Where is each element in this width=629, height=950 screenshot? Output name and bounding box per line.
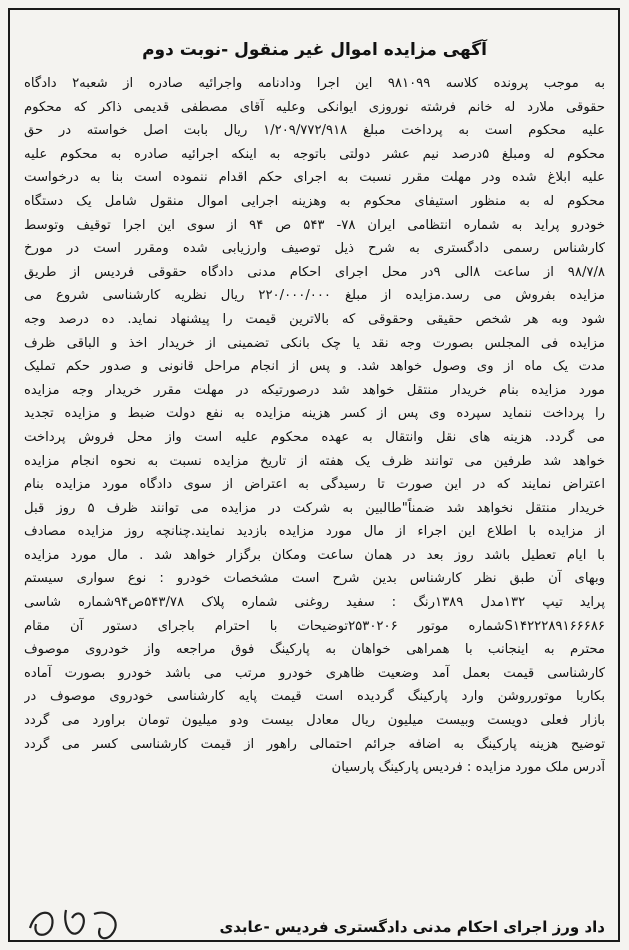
notice-line: از مزایده با اطلاع این اجراء از مال مورد مزایده بازدید نمایند.چنانچه روز مزایده مصادف bbox=[24, 524, 605, 540]
handwritten-mark bbox=[22, 898, 132, 946]
notice-line: علیه محکوم است به پرداخت مبلغ ۱/۲۰۹/۷۷۲/۹۱۸ ریال بابت اصل خواسته در حق bbox=[24, 123, 605, 139]
notice-line: آدرس ملک مورد مزایده : فردیس پارکینگ پارسیان bbox=[331, 760, 605, 776]
notice-line: کارشناس رسمی دادگستری به شرح ذیل توصیف وارزیابی شده ومقرر است در مورخ bbox=[24, 241, 605, 257]
notice-line: به موجب پرونده کلاسه ۹۸۱۰۹۹ این اجرا ودادنامه واجرائیه صادره از شعبه۲ دادگاه bbox=[24, 76, 605, 91]
notice-line: محترم به اینجانب با همراهی خواهان به پارکینگ فوق مراجعه واز خودروی موصوف bbox=[24, 642, 605, 658]
notice-line: بازار فعلی دویست وبیست میلیون ریال معادل بیست ودو میلیون تومان براورد می گردد bbox=[24, 713, 605, 729]
notice-line: خریدار منتقل نخواهد شد ضمناً"طالبین به شرکت در مزایده می توانند ظرف ۵ روز قبل bbox=[24, 500, 605, 516]
notice-line: خواهد شد طرفین می توانند ظرف یک هفته از تاریخ مزایده نسبت به نحوه انجام مزایده bbox=[24, 453, 605, 469]
notice-body bbox=[24, 72, 605, 780]
notice-line: مدت یک ماه از وی وصول خواهد شد. و پس از انجام مراحل قانونی و صدور حکم تملیک bbox=[24, 359, 605, 375]
notice-line: علیه ابلاغ شده ودر مهلت مقرر نسبت به اجرای حکم اقدام ننموده است بنا به درخواست bbox=[24, 170, 605, 186]
notice-line: خودرو پراید به شماره انتظامی ایران ۷۸- ۵۴۳ ص ۹۴ از سوی این اجرا توقیف وتوسط bbox=[24, 217, 605, 233]
notice-line: S۱۴۲۲۲۸۹۱۶۶۶۸۶شماره موتور ۲۵۳۰۲۰۶توضیحات با احترام باجرای دستور آن مقام bbox=[24, 618, 605, 634]
notice-line: کارشناسی قیمت بعمل آمد وضعیت ظاهری خودرو مرتب می باشد خودرو بصورت آماده bbox=[24, 665, 605, 681]
notice-line: ۹۸/۷/۸ از ساعت ۸الی ۹در محل اجرای احکام مدنی دادگاه حقوقی فردیس از طریق bbox=[24, 264, 605, 280]
notice-line: اعتراض نمایند که در این صورت تا رسیدگی به اعتراض از سوی دادگاه مورد مزایده بنام bbox=[24, 477, 605, 493]
notice-line: محکوم له ومبلغ ۵درصد نیم عشر دولتی باتوجه به اینکه اجرائیه صادره به محکوم علیه bbox=[24, 146, 605, 162]
notice-line: توضیح هزینه پارکینگ به اضافه جرائم احتمالی راهور از قیمت کارشناسی کسر می گردد bbox=[24, 736, 605, 752]
notice-line: شود وبه هر شخص حقیقی وحقوقی که بالاترین قیمت را پیشنهاد نماید. ده درصد وجه bbox=[24, 311, 605, 327]
notice-signature: داد ورز اجرای احکام مدنی دادگستری فردیس -عابدی bbox=[219, 918, 605, 936]
notice-line: مزایده بفروش می رسد.مزایده از مبلغ ۲۲۰/۰۰۰/۰۰۰ ریال نظریه کارشناسی شروع می bbox=[24, 288, 605, 304]
notice-line: با ایام تعطیل باشد روز بعد در همان ساعت ومکان برگزار خواهد شد . مال مورد مزایده bbox=[24, 547, 605, 563]
notice-line: بکاربا موتورروشن وارد پارکینگ گردیده است قیمت پایه کارشناسی خودروی موصوف در bbox=[24, 689, 605, 705]
notice-line: می گردد. هزینه های نقل وانتقال به عهده محکوم علیه است واز محل فروش پرداخت bbox=[24, 429, 605, 445]
notice-line: وبهای آن طبق نظر کارشناس بدین شرح است مشخصات خودرو : نوع سواری سیستم bbox=[24, 571, 605, 587]
notice-line: مزایده فی المجلس بصورت وجه نقد یا چک بانکی تضمینی از خریدار اخذ و الباقی ظرف bbox=[24, 335, 605, 351]
notice-line: حقوقی ملارد له خانم فرشته نوروزی ایوانکی وعلیه آقای مصطفی قدیمی ذاکر که محکوم bbox=[24, 99, 605, 115]
notice-line: مورد مزایده بنام خریدار منتقل خواهد شد درصورتیکه در مهلت مقرر خریدار وجه مزایده bbox=[24, 382, 605, 398]
notice-title: آگهی مزایده اموال غیر منقول -نوبت دوم bbox=[142, 40, 487, 60]
notice-line: پراید تیپ ۱۳۲مدل ۱۳۸۹رنگ : سفید روغنی شماره پلاک ۵۴۳/۷۸ص۹۴شماره شاسی bbox=[24, 595, 605, 611]
notice-line: را پرداخت ننماید سپرده وی پس از کسر هزینه مزایده به نفع دولت ضبط و مزایده تجدید bbox=[24, 406, 605, 422]
notice-line: محکوم له به منظور استیفای محکوم به وهزینه اجرایی اموال منقول شامل یک دستگاه bbox=[24, 193, 605, 209]
